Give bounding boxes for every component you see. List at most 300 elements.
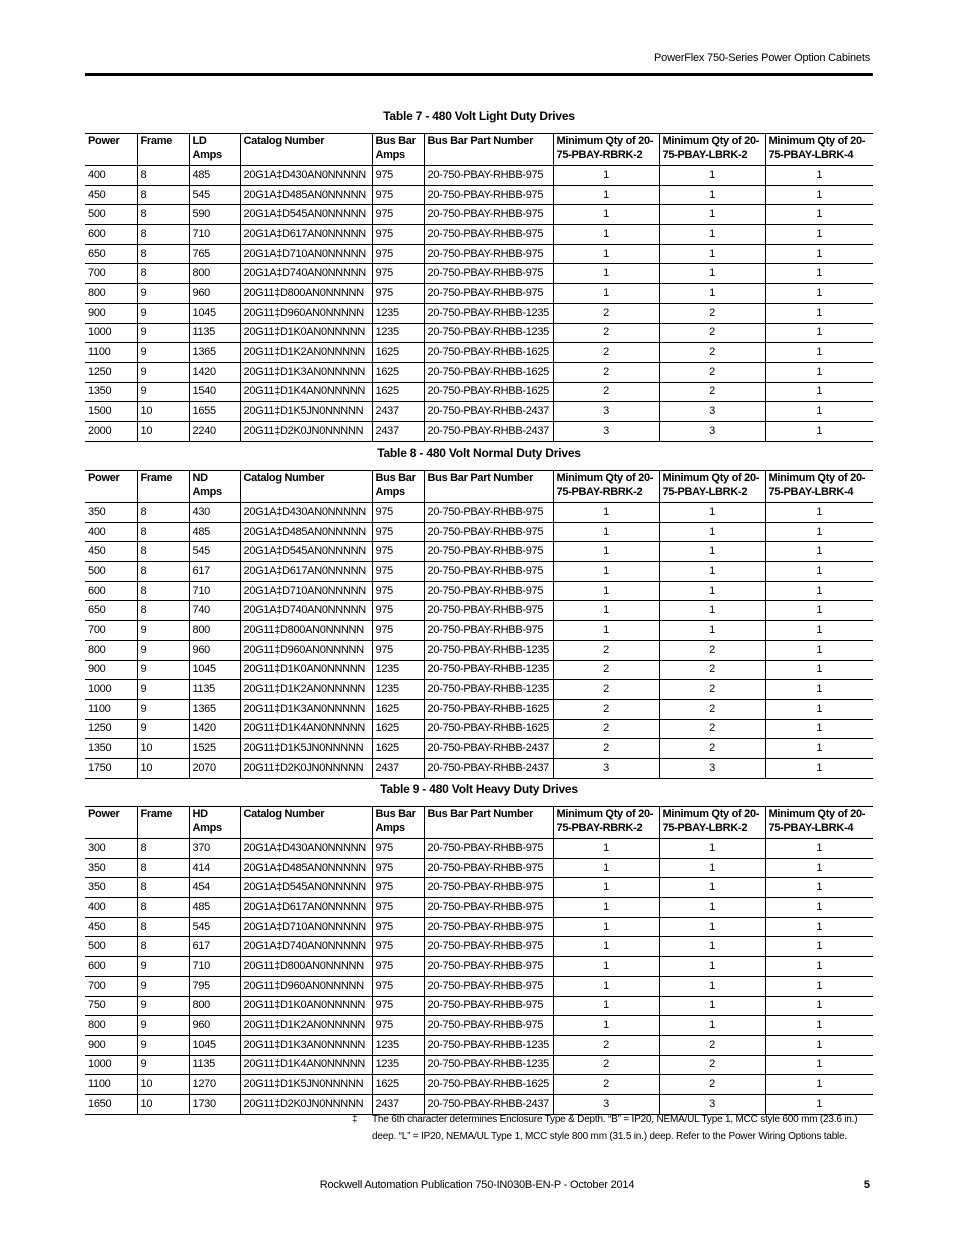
table-cell: 20G11‡D960AN0NNNNN (240, 640, 372, 660)
table-cell: 1 (553, 166, 659, 186)
table-cell: 700 (85, 264, 137, 284)
column-header: Frame (137, 471, 189, 503)
table-cell: 1045 (189, 660, 240, 680)
table-cell: 1 (659, 185, 765, 205)
table-row (85, 1075, 873, 1095)
table-cell: 20-750-PBAY-RHBB-2437 (424, 1094, 553, 1114)
table-cell: 1135 (189, 1055, 240, 1075)
table-cell: 8 (137, 225, 189, 245)
table-cell: 9 (137, 996, 189, 1016)
table-cell: 1 (553, 542, 659, 562)
table-cell: 1 (765, 680, 873, 700)
table-7-caption: Table 7 - 480 Volt Light Duty Drives (383, 109, 575, 123)
table-cell: 20-750-PBAY-RHBB-975 (424, 976, 553, 996)
column-header: Minimum Qty of 20-75-PBAY-LBRK-4 (765, 807, 873, 839)
table-row (85, 878, 873, 898)
table-cell: 1525 (189, 739, 240, 759)
table-9-caption: Table 9 - 480 Volt Heavy Duty Drives (380, 782, 578, 796)
table-row (85, 522, 873, 542)
table-cell: 2 (553, 382, 659, 402)
table-cell: 1 (659, 503, 765, 523)
table-cell: 9 (137, 1016, 189, 1036)
page-number: 5 (863, 1179, 870, 1191)
table-cell: 500 (85, 562, 137, 582)
table-cell: 20-750-PBAY-RHBB-975 (424, 1016, 553, 1036)
table-cell: 2 (553, 303, 659, 323)
table-cell: 8 (137, 917, 189, 937)
table-cell: 2 (659, 303, 765, 323)
table-cell: 600 (85, 225, 137, 245)
table-row (85, 917, 873, 937)
table-cell: 1 (765, 758, 873, 778)
table-8-caption: Table 8 - 480 Volt Normal Duty Drives (377, 446, 581, 460)
table-cell: 2 (659, 1055, 765, 1075)
table-cell: 9 (137, 1055, 189, 1075)
table-cell: 20-750-PBAY-RHBB-975 (424, 284, 553, 304)
table-cell: 1 (765, 503, 873, 523)
table-header-row (85, 807, 873, 839)
table-9 (85, 806, 873, 1115)
table-cell: 1 (553, 1016, 659, 1036)
table-cell: 20G1A‡D710AN0NNNNN (240, 917, 372, 937)
table-cell: 1 (765, 719, 873, 739)
table-cell: 20G1A‡D617AN0NNNNN (240, 225, 372, 245)
table-cell: 2 (553, 699, 659, 719)
table-cell: 20G1A‡D545AN0NNNNN (240, 205, 372, 225)
table-row (85, 562, 873, 582)
table-cell: 1350 (85, 739, 137, 759)
table-cell: 1 (659, 898, 765, 918)
table-cell: 9 (137, 382, 189, 402)
table-cell: 20G11‡D960AN0NNNNN (240, 976, 372, 996)
table-cell: 1 (765, 542, 873, 562)
table-cell: 20G1A‡D740AN0NNNNN (240, 601, 372, 621)
table-cell: 1 (553, 858, 659, 878)
table-row (85, 362, 873, 382)
table-cell: 20-750-PBAY-RHBB-975 (424, 225, 553, 245)
table-cell: 10 (137, 402, 189, 422)
table-cell: 975 (372, 996, 424, 1016)
table-cell: 700 (85, 621, 137, 641)
table-cell: 975 (372, 522, 424, 542)
table-cell: 414 (189, 858, 240, 878)
table-cell: 3 (553, 421, 659, 441)
table-cell: 1540 (189, 382, 240, 402)
table-cell: 20-750-PBAY-RHBB-1235 (424, 303, 553, 323)
table-row (85, 957, 873, 977)
table-cell: 3 (553, 758, 659, 778)
table-cell: 1 (553, 205, 659, 225)
table-cell: 20G1A‡D430AN0NNNNN (240, 839, 372, 859)
column-header: Minimum Qty of 20-75-PBAY-LBRK-2 (659, 471, 765, 503)
table-cell: 1000 (85, 323, 137, 343)
table-row (85, 719, 873, 739)
table-cell: 1 (553, 976, 659, 996)
column-header: Bus Bar Part Number (424, 807, 553, 839)
table-cell: 1 (765, 957, 873, 977)
table-row (85, 225, 873, 245)
table-row (85, 1016, 873, 1036)
table-cell: 9 (137, 976, 189, 996)
table-cell: 1625 (372, 362, 424, 382)
table-cell: 20G11‡D1K5JN0NNNNN (240, 1075, 372, 1095)
table-cell: 10 (137, 421, 189, 441)
table-cell: 20-750-PBAY-RHBB-1625 (424, 1075, 553, 1095)
table-cell: 1 (553, 244, 659, 264)
table-cell: 1 (765, 264, 873, 284)
table-cell: 800 (189, 996, 240, 1016)
table-cell: 500 (85, 937, 137, 957)
table-row (85, 621, 873, 641)
column-header: Frame (137, 134, 189, 166)
table-cell: 2 (659, 343, 765, 363)
table-cell: 10 (137, 1094, 189, 1114)
table-cell: 20G11‡D1K5JN0NNNNN (240, 739, 372, 759)
table-cell: 8 (137, 166, 189, 186)
table-cell: 2 (553, 640, 659, 660)
table-cell: 430 (189, 503, 240, 523)
table-cell: 20G11‡D1K0AN0NNNNN (240, 996, 372, 1016)
table-cell: 1045 (189, 303, 240, 323)
table-cell: 2 (659, 739, 765, 759)
table-cell: 1 (765, 878, 873, 898)
table-cell: 20G1A‡D430AN0NNNNN (240, 503, 372, 523)
table-cell: 370 (189, 839, 240, 859)
table-cell: 1235 (372, 323, 424, 343)
table-cell: 1235 (372, 680, 424, 700)
table-cell: 600 (85, 957, 137, 977)
table-row (85, 421, 873, 441)
table-cell: 1 (553, 996, 659, 1016)
table-cell: 1 (659, 839, 765, 859)
column-header: Minimum Qty of 20-75-PBAY-LBRK-4 (765, 134, 873, 166)
table-cell: 975 (372, 166, 424, 186)
table-cell: 750 (85, 996, 137, 1016)
table-cell: 9 (137, 957, 189, 977)
table-cell: 1 (765, 1075, 873, 1095)
table-cell: 975 (372, 205, 424, 225)
table-cell: 2 (553, 680, 659, 700)
table-cell: 20G11‡D2K0JN0NNNNN (240, 421, 372, 441)
table-cell: 2 (659, 1035, 765, 1055)
table-cell: 2 (553, 1075, 659, 1095)
table-cell: 8 (137, 601, 189, 621)
table-cell: 1 (765, 660, 873, 680)
table-cell: 20G1A‡D740AN0NNNNN (240, 937, 372, 957)
table-cell: 1 (659, 562, 765, 582)
table-cell: 2 (659, 323, 765, 343)
column-header: Minimum Qty of 20-75-PBAY-RBRK-2 (553, 807, 659, 839)
table-cell: 2 (553, 1055, 659, 1075)
table-cell: 1 (553, 957, 659, 977)
table-cell: 1 (765, 839, 873, 859)
table-cell: 1 (765, 362, 873, 382)
table-cell: 2 (553, 362, 659, 382)
table-row (85, 303, 873, 323)
footnote-text: The 6th character determines Enclosure Type & Depth. “B” = IP20, NEMA/UL Type 1, MCC style 600 mm (23.6 in.) deep. “L” = IP20, NEMA/UL Type 1, MCC style 800 mm (31.5 in.) deep. Refer to the Power Wiring Options table. (372, 1114, 858, 1142)
table-cell: 20-750-PBAY-RHBB-975 (424, 917, 553, 937)
table-row (85, 185, 873, 205)
table-cell: 1625 (372, 343, 424, 363)
table-cell: 600 (85, 581, 137, 601)
table-cell: 2 (659, 382, 765, 402)
table-cell: 1 (659, 264, 765, 284)
table-cell: 765 (189, 244, 240, 264)
table-cell: 9 (137, 680, 189, 700)
table-cell: 1 (659, 522, 765, 542)
table-cell: 20G1A‡D545AN0NNNNN (240, 542, 372, 562)
table-cell: 9 (137, 621, 189, 641)
column-header: Catalog Number (240, 807, 372, 839)
table-cell: 1 (765, 581, 873, 601)
table-cell: 975 (372, 937, 424, 957)
column-header: LD Amps (189, 134, 240, 166)
column-header: Power (85, 807, 137, 839)
table-cell: 20-750-PBAY-RHBB-975 (424, 601, 553, 621)
table-cell: 8 (137, 522, 189, 542)
table-cell: 1625 (372, 382, 424, 402)
table-cell: 1 (765, 402, 873, 422)
column-header: ND Amps (189, 471, 240, 503)
table-row (85, 839, 873, 859)
table-cell: 485 (189, 522, 240, 542)
table-cell: 20G1A‡D430AN0NNNNN (240, 166, 372, 186)
table-cell: 1250 (85, 719, 137, 739)
table-cell: 1 (553, 917, 659, 937)
table-cell: 1730 (189, 1094, 240, 1114)
table-cell: 800 (85, 640, 137, 660)
table-cell: 20-750-PBAY-RHBB-1235 (424, 1055, 553, 1075)
table-cell: 3 (659, 421, 765, 441)
table-cell: 1 (659, 996, 765, 1016)
table-cell: 20-750-PBAY-RHBB-975 (424, 562, 553, 582)
table-cell: 1 (553, 185, 659, 205)
table-cell: 1100 (85, 699, 137, 719)
table-cell: 1 (765, 166, 873, 186)
table-cell: 1 (659, 542, 765, 562)
table-cell: 800 (189, 264, 240, 284)
table-cell: 8 (137, 542, 189, 562)
table-cell: 20G1A‡D545AN0NNNNN (240, 878, 372, 898)
table-cell: 10 (137, 758, 189, 778)
table-cell: 8 (137, 264, 189, 284)
table-cell: 3 (553, 1094, 659, 1114)
table-cell: 1100 (85, 1075, 137, 1095)
table-cell: 1 (553, 264, 659, 284)
table-cell: 2240 (189, 421, 240, 441)
table-cell: 8 (137, 205, 189, 225)
column-header: Catalog Number (240, 471, 372, 503)
table-cell: 975 (372, 503, 424, 523)
table-row (85, 1055, 873, 1075)
table-cell: 2 (659, 1075, 765, 1095)
table-cell: 1 (659, 1016, 765, 1036)
table-cell: 20-750-PBAY-RHBB-975 (424, 185, 553, 205)
table-cell: 900 (85, 1035, 137, 1055)
table-cell: 590 (189, 205, 240, 225)
table-cell: 1 (659, 166, 765, 186)
table-cell: 20G1A‡D710AN0NNNNN (240, 244, 372, 264)
table-cell: 450 (85, 185, 137, 205)
table-cell: 450 (85, 917, 137, 937)
table-row (85, 937, 873, 957)
table-cell: 2 (553, 719, 659, 739)
table-cell: 545 (189, 185, 240, 205)
table-cell: 800 (189, 621, 240, 641)
table-cell: 975 (372, 244, 424, 264)
table-cell: 650 (85, 244, 137, 264)
table-cell: 2070 (189, 758, 240, 778)
table-cell: 3 (659, 1094, 765, 1114)
table-cell: 975 (372, 581, 424, 601)
header-rule (85, 73, 873, 76)
table-cell: 1000 (85, 1055, 137, 1075)
table-cell: 1420 (189, 719, 240, 739)
table-cell: 1 (659, 284, 765, 304)
table-cell: 1 (553, 621, 659, 641)
table-cell: 545 (189, 917, 240, 937)
table-cell: 1 (765, 205, 873, 225)
table-cell: 485 (189, 166, 240, 186)
table-cell: 1 (659, 621, 765, 641)
column-header: Minimum Qty of 20-75-PBAY-LBRK-4 (765, 471, 873, 503)
table-cell: 20-750-PBAY-RHBB-975 (424, 937, 553, 957)
table-cell: 400 (85, 522, 137, 542)
table-row (85, 858, 873, 878)
table-cell: 1250 (85, 362, 137, 382)
table-cell: 2 (659, 680, 765, 700)
table-cell: 975 (372, 284, 424, 304)
table-cell: 20-750-PBAY-RHBB-975 (424, 957, 553, 977)
table-cell: 20-750-PBAY-RHBB-975 (424, 878, 553, 898)
column-header: Bus Bar Part Number (424, 471, 553, 503)
table-cell: 1 (765, 323, 873, 343)
table-cell: 20G11‡D800AN0NNNNN (240, 621, 372, 641)
column-header: Minimum Qty of 20-75-PBAY-RBRK-2 (553, 134, 659, 166)
table-cell: 1135 (189, 680, 240, 700)
table-cell: 1235 (372, 1055, 424, 1075)
table-cell: 1 (553, 225, 659, 245)
table-cell: 1625 (372, 699, 424, 719)
table-cell: 1 (553, 522, 659, 542)
table-cell: 700 (85, 976, 137, 996)
table-cell: 710 (189, 581, 240, 601)
table-cell: 710 (189, 225, 240, 245)
table-cell: 1 (765, 739, 873, 759)
table-cell: 1 (553, 898, 659, 918)
table-cell: 400 (85, 166, 137, 186)
table-cell: 8 (137, 878, 189, 898)
table-7 (85, 133, 873, 442)
table-cell: 20-750-PBAY-RHBB-1625 (424, 362, 553, 382)
table-cell: 800 (85, 1016, 137, 1036)
table-row (85, 898, 873, 918)
footer-publication: Rockwell Automation Publication 750-IN030B-EN-P - October 2014 (319, 1179, 635, 1191)
table-cell: 300 (85, 839, 137, 859)
table-cell: 1625 (372, 719, 424, 739)
table-cell: 9 (137, 719, 189, 739)
table-cell: 20G11‡D1K2AN0NNNNN (240, 343, 372, 363)
table-cell: 20-750-PBAY-RHBB-975 (424, 581, 553, 601)
table-cell: 2 (659, 660, 765, 680)
table-row (85, 542, 873, 562)
table-cell: 975 (372, 640, 424, 660)
table-cell: 1235 (372, 660, 424, 680)
table-cell: 1 (553, 562, 659, 582)
table-cell: 975 (372, 898, 424, 918)
table-cell: 20-750-PBAY-RHBB-975 (424, 503, 553, 523)
table-row (85, 284, 873, 304)
table-cell: 3 (659, 758, 765, 778)
table-row (85, 1035, 873, 1055)
table-cell: 975 (372, 858, 424, 878)
table-cell: 1 (765, 699, 873, 719)
table-cell: 1 (765, 562, 873, 582)
table-cell: 20-750-PBAY-RHBB-975 (424, 542, 553, 562)
table-cell: 8 (137, 562, 189, 582)
table-cell: 545 (189, 542, 240, 562)
table-cell: 650 (85, 601, 137, 621)
table-cell: 8 (137, 503, 189, 523)
column-header: Power (85, 471, 137, 503)
table-cell: 1 (765, 303, 873, 323)
table-cell: 795 (189, 976, 240, 996)
table-cell: 1 (553, 878, 659, 898)
column-header: Bus Bar Amps (372, 807, 424, 839)
table-header-row (85, 471, 873, 503)
table-cell: 20G1A‡D485AN0NNNNN (240, 522, 372, 542)
table-cell: 20G11‡D1K2AN0NNNNN (240, 1016, 372, 1036)
table-cell: 20G11‡D1K3AN0NNNNN (240, 362, 372, 382)
table-cell: 1 (553, 937, 659, 957)
column-header: Catalog Number (240, 134, 372, 166)
table-cell: 20G11‡D2K0JN0NNNNN (240, 1094, 372, 1114)
table-cell: 400 (85, 898, 137, 918)
table-cell: 975 (372, 562, 424, 582)
table-cell: 1 (765, 996, 873, 1016)
table-cell: 1 (765, 1035, 873, 1055)
table-cell: 1350 (85, 382, 137, 402)
table-cell: 20-750-PBAY-RHBB-975 (424, 858, 553, 878)
table-cell: 1750 (85, 758, 137, 778)
table-row (85, 402, 873, 422)
table-cell: 20G1A‡D485AN0NNNNN (240, 185, 372, 205)
table-cell: 20-750-PBAY-RHBB-2437 (424, 421, 553, 441)
table-cell: 1 (765, 1094, 873, 1114)
table-cell: 500 (85, 205, 137, 225)
table-row (85, 323, 873, 343)
footnote-mark: ‡ (352, 1114, 358, 1125)
table-cell: 1 (659, 205, 765, 225)
table-cell: 1 (765, 621, 873, 641)
table-cell: 1 (765, 343, 873, 363)
column-header: HD Amps (189, 807, 240, 839)
table-row (85, 244, 873, 264)
table-cell: 710 (189, 957, 240, 977)
table-cell: 20G11‡D1K4AN0NNNNN (240, 1055, 372, 1075)
table-row (85, 640, 873, 660)
table-cell: 1 (765, 601, 873, 621)
table-cell: 2 (553, 323, 659, 343)
table-cell: 975 (372, 1016, 424, 1036)
table-cell: 1 (659, 878, 765, 898)
table-cell: 1650 (85, 1094, 137, 1114)
table-row (85, 601, 873, 621)
table-cell: 2 (659, 362, 765, 382)
table-cell: 9 (137, 699, 189, 719)
table-cell: 9 (137, 640, 189, 660)
table-cell: 9 (137, 303, 189, 323)
